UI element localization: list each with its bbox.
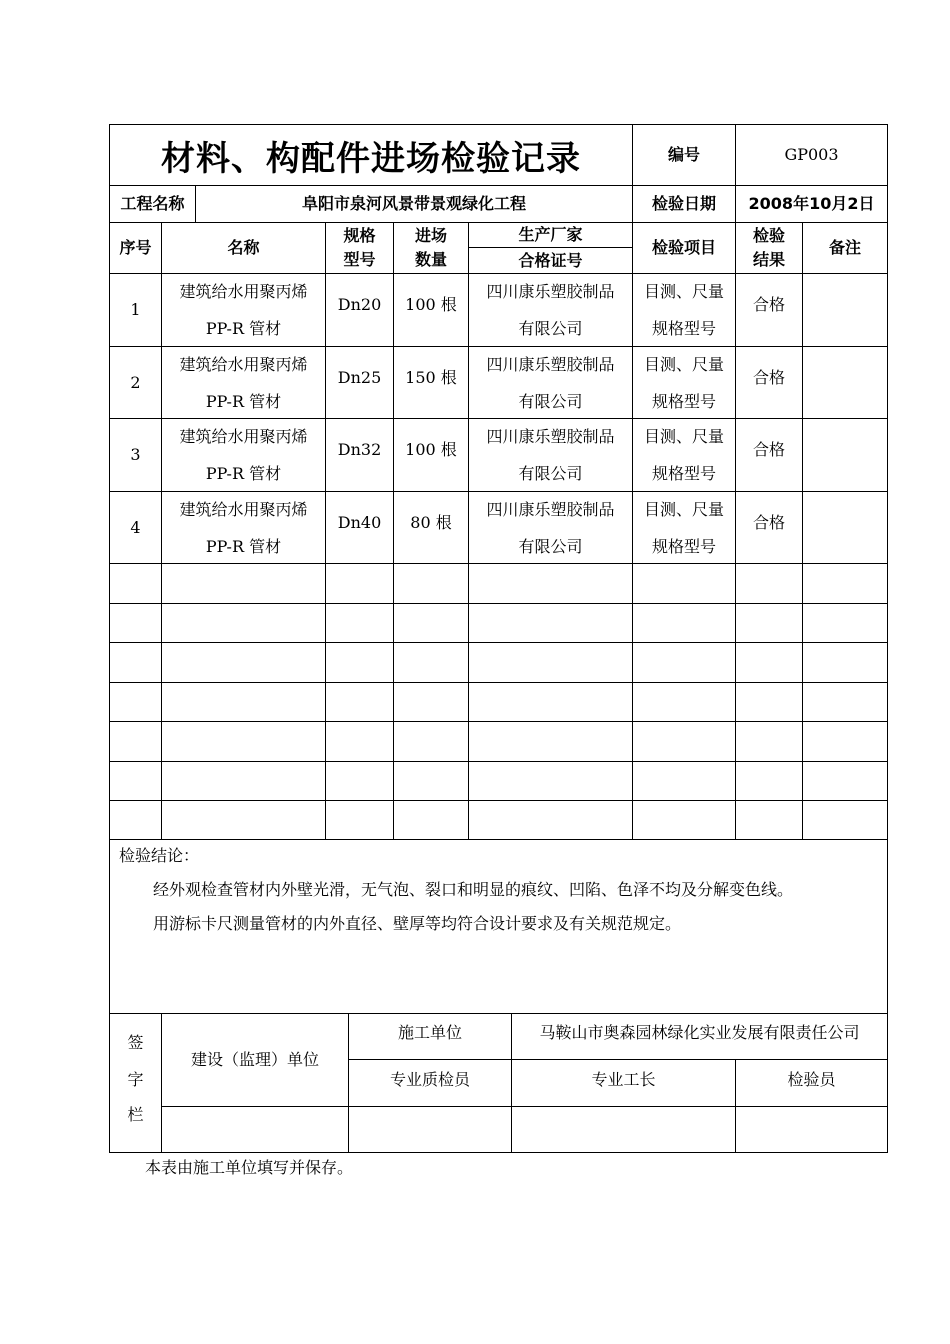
- cell-item-line2: 规格型号: [651, 464, 716, 483]
- project-name-value: 阜阳市泉河风景带景观绿化工程: [301, 194, 526, 213]
- quality-inspector-label: 专业质检员: [389, 1070, 470, 1089]
- inspection-date-value: 2008年10月2日: [748, 194, 875, 213]
- cell-maker-line2: 有限公司: [518, 391, 583, 411]
- cell-qty: 150 根: [405, 367, 457, 387]
- cell-maker-line1: 四川康乐塑胶制品: [486, 499, 615, 519]
- column-header-result-line2: 结果: [752, 250, 785, 269]
- page-title: 材料、构配件进场检验记录: [161, 138, 581, 179]
- cell-name-line1: 建筑给水用聚丙烯: [179, 354, 308, 374]
- column-header-result: [736, 223, 802, 273]
- cell-qty: 100 根: [405, 295, 457, 314]
- cell-remark: [803, 492, 887, 563]
- column-header-qty-line2: 数量: [414, 250, 447, 269]
- owner-unit-label: 建设（监理）单位: [190, 1050, 319, 1069]
- cell-item: [633, 347, 735, 418]
- table-line: [109, 721, 888, 722]
- cell-remark: [803, 347, 887, 418]
- column-header-seq: 序号: [119, 238, 152, 257]
- conclusion-label: 检验结论：: [119, 846, 200, 865]
- cell-name-line2: PP-R 管材: [205, 536, 282, 556]
- cell-maker-line1: 四川康乐塑胶制品: [486, 427, 615, 446]
- cell-item: [633, 492, 735, 563]
- cell-item-line2: 规格型号: [651, 319, 716, 338]
- quality-inspector-signature-field[interactable]: [349, 1107, 511, 1152]
- cell-spec: Dn32: [337, 440, 382, 459]
- cell-name-line2: PP-R 管材: [205, 464, 282, 483]
- cell-name: [162, 419, 325, 491]
- cell-name-line1: 建筑给水用聚丙烯: [179, 427, 308, 446]
- cell-qty: 100 根: [405, 440, 457, 459]
- table-line: [109, 761, 888, 762]
- signature-label-3: 栏: [127, 1105, 144, 1124]
- cell-item: [633, 274, 735, 346]
- inspection-date-label: 检验日期: [651, 194, 716, 213]
- table-line: [109, 642, 888, 643]
- inspector-signature-field[interactable]: [736, 1107, 887, 1152]
- footnote: 本表由施工单位填写并保存。: [145, 1158, 354, 1177]
- column-header-qty: [394, 223, 468, 273]
- column-header-spec-line1: 规格: [343, 226, 376, 245]
- signature-label-2: 字: [127, 1070, 144, 1089]
- cell-maker: [469, 492, 632, 563]
- cell-remark: [803, 419, 887, 491]
- cell-name-line2: PP-R 管材: [205, 319, 282, 338]
- cell-qty: 80 根: [410, 512, 452, 532]
- cell-item-line1: 目测、尺量: [643, 354, 724, 374]
- cell-name: [162, 347, 325, 418]
- number-label: 编号: [667, 145, 700, 164]
- cell-name-line1: 建筑给水用聚丙烯: [179, 282, 308, 301]
- cell-result: 合格: [752, 440, 785, 459]
- cell-maker-line1: 四川康乐塑胶制品: [486, 354, 615, 374]
- column-header-maker: 生产厂家: [518, 225, 583, 244]
- table-line: [109, 603, 888, 604]
- conclusion-line-1: 经外观检查管材内外壁光滑，无气泡、裂口和明显的痕纹、凹陷、色泽不均及分解变色线。: [153, 880, 794, 899]
- cell-item: [633, 419, 735, 491]
- table-border-right: [887, 124, 888, 1153]
- table-line: [109, 839, 888, 840]
- cell-remark: [803, 274, 887, 346]
- cell-item-line1: 目测、尺量: [643, 499, 724, 519]
- column-header-qty-line1: 进场: [414, 226, 447, 245]
- conclusion-line-2: 用游标卡尺测量管材的内外直径、壁厚等均符合设计要求及有关规范规定。: [153, 914, 682, 933]
- cell-seq: 3: [130, 445, 141, 464]
- cell-spec: Dn40: [337, 512, 382, 532]
- cell-name: [162, 492, 325, 563]
- column-header-spec: [326, 223, 393, 273]
- owner-signature-field[interactable]: [162, 1107, 348, 1152]
- cell-maker-line2: 有限公司: [518, 464, 583, 483]
- cell-maker: [469, 347, 632, 418]
- foreman-signature-field[interactable]: [512, 1107, 735, 1152]
- column-header-name: 名称: [227, 238, 260, 257]
- cell-maker-line2: 有限公司: [518, 536, 583, 556]
- cell-item-line1: 目测、尺量: [643, 282, 724, 301]
- column-header-cert: 合格证号: [518, 250, 583, 270]
- column-header-remark: 备注: [828, 238, 861, 257]
- cell-name-line2: PP-R 管材: [205, 391, 282, 411]
- cell-item-line2: 规格型号: [651, 536, 716, 556]
- project-name-label: 工程名称: [120, 194, 185, 213]
- cell-result: 合格: [752, 295, 785, 314]
- table-line: [109, 800, 888, 801]
- table-border-bottom: [109, 1152, 888, 1153]
- column-header-result-line1: 检验: [752, 226, 785, 245]
- cell-item-line1: 目测、尺量: [643, 427, 724, 446]
- inspector-label: 检验员: [787, 1070, 836, 1089]
- cell-spec: Dn20: [337, 295, 382, 314]
- cell-seq: 4: [130, 517, 141, 537]
- cell-maker: [469, 419, 632, 491]
- cell-name: [162, 274, 325, 346]
- cell-maker-line2: 有限公司: [518, 319, 583, 338]
- contractor-name: 马鞍山市奥森园林绿化实业发展有限责任公司: [539, 1023, 860, 1042]
- column-header-item: 检验项目: [651, 238, 716, 257]
- cell-name-line1: 建筑给水用聚丙烯: [179, 499, 308, 519]
- cell-spec: Dn25: [337, 367, 382, 387]
- contractor-label: 施工单位: [397, 1023, 462, 1042]
- cell-result: 合格: [752, 367, 785, 387]
- cell-maker-line1: 四川康乐塑胶制品: [486, 282, 615, 301]
- cell-item-line2: 规格型号: [651, 391, 716, 411]
- cell-seq: 2: [130, 372, 141, 392]
- cell-seq: 1: [130, 300, 141, 319]
- number-value: GP003: [784, 145, 839, 164]
- cell-maker: [469, 274, 632, 346]
- foreman-label: 专业工长: [591, 1070, 656, 1089]
- cell-result: 合格: [752, 512, 785, 532]
- column-header-spec-line2: 型号: [343, 250, 376, 269]
- table-line: [109, 682, 888, 683]
- signature-label-1: 签: [127, 1033, 144, 1052]
